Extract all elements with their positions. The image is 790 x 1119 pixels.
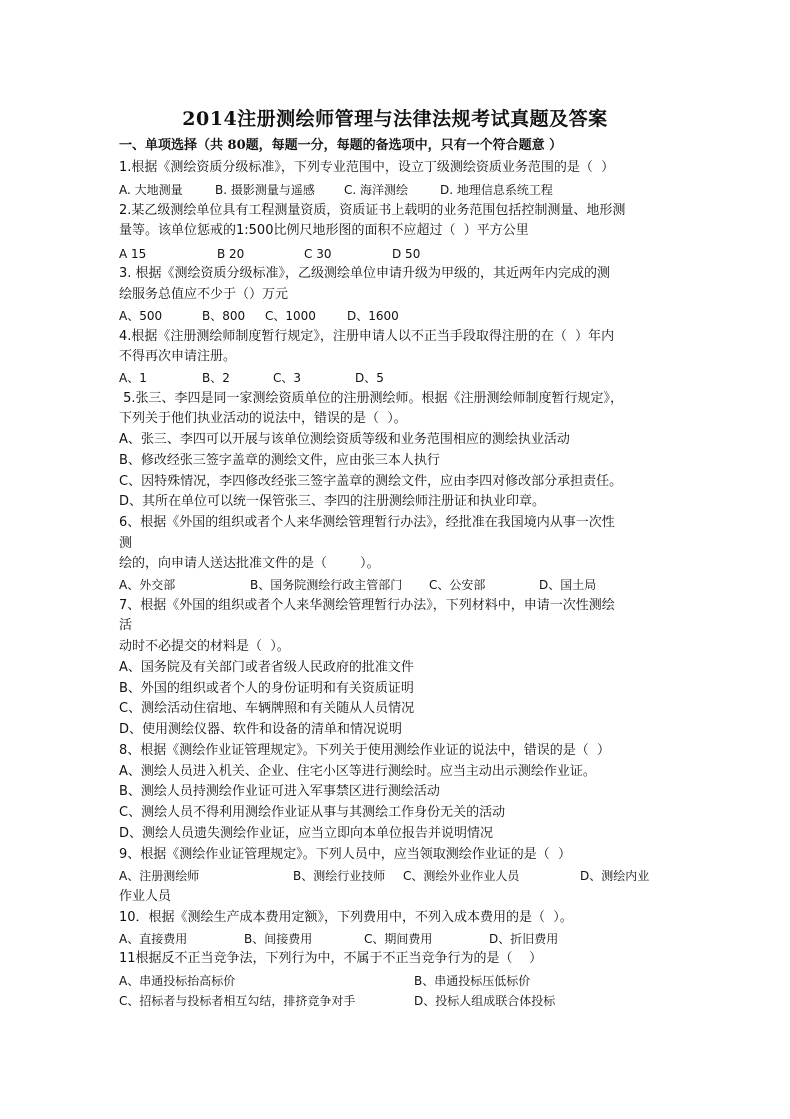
question-3-stem-line-2: 绘服务总值应不少于（）万元 — [119, 287, 289, 302]
question-8-stem: 8、根据《测绘作业证管理规定》。下列关于使用测绘作业证的说法中，错误的是（ ） — [119, 743, 611, 758]
question-5-option-d: D、其所在单位可以统一保管张三、李四的注册测绘师注册证和执业印章。 — [119, 494, 546, 509]
question-6-option-b: B、国务院测绘行政主管部门 — [250, 578, 403, 592]
question-3-option-c: C、1000 — [265, 309, 316, 323]
question-9-option-c: C、测绘外业作业人员 — [403, 869, 520, 883]
question-7-option-d: D、使用测绘仪器、软件和设备的清单和情况说明 — [119, 722, 403, 737]
question-4-option-a: A、1 — [119, 371, 147, 385]
question-5-stem-line-1: 5.张三、李四是同一家测绘资质单位的注册测绘师。根据《注册测绘师制度暂行规定》， — [119, 391, 624, 406]
question-10-option-d: D、折旧费用 — [489, 932, 559, 946]
question-1-option-a: A. 大地测量 — [119, 183, 183, 197]
question-1-stem: 1.根据《测绘资质分级标准》，下列专业范围中，设立丁级测绘资质业务范围的是（ ） — [119, 160, 615, 175]
question-2-option-a: A 15 — [119, 247, 147, 261]
question-9-stem: 9、根据《测绘作业证管理规定》。下列人员中，应当领取测绘作业证的是（ ） — [119, 847, 572, 862]
question-1-option-b: B. 摄影测量与遥感 — [215, 183, 315, 197]
question-11-option-b: B、串通投标压低标价 — [414, 974, 531, 988]
question-11-option-a: A、串通投标抬高标价 — [119, 974, 236, 988]
question-6-option-d: D、国土局 — [539, 578, 597, 592]
question-5-option-c: C、因特殊情况，李四修改经张三签字盖章的测绘文件，应由李四对修改部分承担责任。 — [119, 474, 623, 489]
question-9-option-d: D、测绘内业 — [580, 869, 650, 883]
question-10-option-c: C、期间费用 — [364, 932, 433, 946]
question-7-option-a: A、国务院及有关部门或者省级人民政府的批准文件 — [119, 660, 414, 675]
question-1-option-d: D. 地理信息系统工程 — [440, 183, 553, 197]
question-10-option-b: B、间接费用 — [244, 932, 313, 946]
question-6-stem-line-3: 绘的，向申请人送达批准文件的是（ ）。 — [119, 556, 380, 571]
question-2-option-b: B 20 — [217, 247, 245, 261]
question-7-stem-line-3: 动时不必提交的材料是（ ）。 — [119, 639, 290, 654]
question-7-option-c: C、测绘活动住宿地、车辆牌照和有关随从人员情况 — [119, 701, 415, 716]
question-8-option-b: B、测绘人员持测绘作业证可进入军事禁区进行测绘活动 — [119, 784, 440, 799]
question-3-option-b: B、800 — [202, 309, 246, 323]
question-11-option-d: D、投标人组成联合体投标 — [414, 994, 556, 1008]
question-4-stem-line-2: 不得再次申请注册。 — [119, 349, 237, 364]
question-1-option-c: C. 海洋测绘 — [344, 183, 409, 197]
question-5-stem-line-2: 下列关于他们执业活动的说法中，错误的是（ ）。 — [119, 411, 407, 426]
question-3-option-a: A、500 — [119, 309, 163, 323]
question-4-option-d: D、5 — [355, 371, 384, 385]
document-title: 2014注册测绘师管理与法律法规考试真题及答案 — [182, 108, 608, 130]
question-3-stem-line-1: 3. 根据《测绘资质分级标准》，乙级测绘单位申请升级为甲级的，其近两年内完成的测 — [119, 266, 611, 281]
question-4-option-c: C、3 — [273, 371, 302, 385]
question-11-stem: 11根据反不正当竞争法，下列行为中，不属于不正当竞争行为的是（ ） — [119, 951, 543, 966]
question-10-stem: 10．根据《测绘生产成本费用定额》，下列费用中，不列入成本费用的是（ ）。 — [119, 910, 573, 925]
question-7-option-b: B、外国的组织或者个人的身份证明和有关资质证明 — [119, 681, 414, 696]
question-9-continuation: 作业人员 — [119, 889, 172, 904]
question-3-option-d: D、1600 — [347, 309, 399, 323]
question-11-option-c: C、招标者与投标者相互勾结，排挤竞争对手 — [119, 994, 356, 1008]
question-5-option-a: A、张三、李四可以开展与该单位测绘资质等级和业务范围相应的测绘执业活动 — [119, 432, 570, 447]
question-4-stem-line-1: 4.根据《注册测绘师制度暂行规定》，注册申请人以不正当手段取得注册的在（ ）年内 — [119, 329, 615, 344]
question-6-option-c: C、公安部 — [429, 578, 486, 592]
question-9-option-a: A、注册测绘师 — [119, 869, 200, 883]
question-8-option-a: A、测绘人员进入机关、企业、住宅小区等进行测绘时。应当主动出示测绘作业证。 — [119, 764, 596, 779]
question-2-option-d: D 50 — [392, 247, 421, 261]
question-5-option-b: B、修改经张三签字盖章的测绘文件，应由张三本人执行 — [119, 453, 440, 468]
question-7-stem-line-1: 7、根据《外国的组织或者个人来华测绘管理暂行办法》，下列材料中，申请一次性测绘 — [119, 598, 615, 613]
question-9-option-b: B、测绘行业技师 — [293, 869, 386, 883]
question-8-option-d: D、测绘人员遗失测绘作业证，应当立即向本单位报告并说明情况 — [119, 826, 494, 841]
question-10-option-a: A、直接费用 — [119, 932, 188, 946]
question-2-stem-line-1: 2.某乙级测绘单位具有工程测量资质，资质证书上载明的业务范围包括控制测量、地形测 — [119, 203, 626, 218]
question-2-option-c: C 30 — [304, 247, 332, 261]
section-heading: 一、单项选择（共 80题，每题一分，每题的备选项中，只有一个符合题意 ） — [119, 138, 563, 153]
question-2-stem-line-2: 量等。该单位惩戒的1:500比例尺地形图的面积不应超过（ ）平方公里 — [119, 223, 529, 238]
question-4-option-b: B、2 — [202, 371, 230, 385]
question-6-option-a: A、外交部 — [119, 578, 176, 592]
question-6-stem-line-2: 测 — [119, 536, 133, 551]
question-7-stem-line-2: 活 — [119, 618, 133, 633]
question-6-stem-line-1: 6、根据《外国的组织或者个人来华测绘管理暂行办法》，经批准在我国境内从事一次性 — [119, 515, 615, 530]
question-8-option-c: C、测绘人员不得利用测绘作业证从事与其测绘工作身份无关的活动 — [119, 805, 506, 820]
